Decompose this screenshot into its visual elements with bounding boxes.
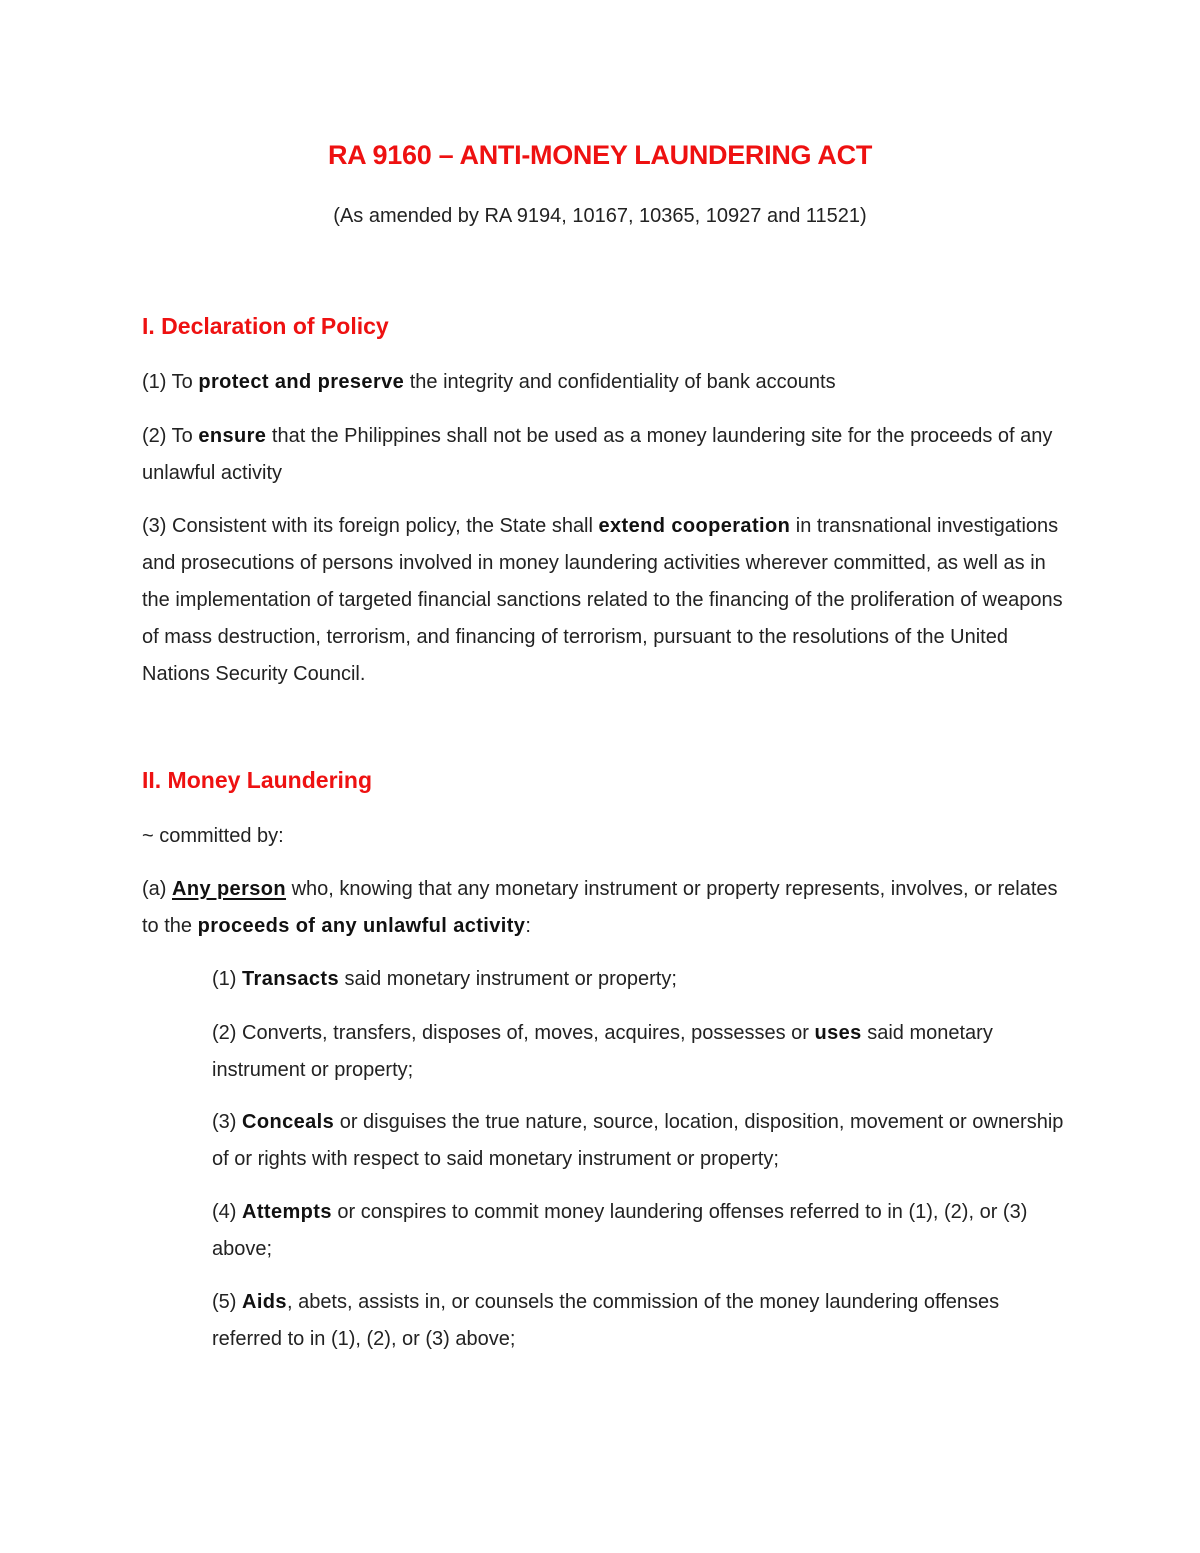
policy-paragraph-3: (3) Consistent with its foreign policy, the State shall extend cooperation in transnational investigations and prosecutions of persons involved in money laundering activities wherever committed, as well as in the implementation of targeted financial sanctions related to the financing of the proliferation of weapons of mass destruction, terrorism, and financing of terrorism, pursuant to the resolutions of the United Nations Security Council. [142, 515, 1063, 685]
policy-paragraph-1: (1) To protect and preserve the integrity and confidentiality of bank accounts [142, 371, 836, 393]
section-heading-money-laundering: II. Money Laundering [142, 767, 373, 793]
clause-item-3: (3) Conceals or disguises the true nature, source, location, disposition, movement or ownership of or rights with respect to said monetary instrument or property; [212, 1111, 1064, 1170]
section-heading-declaration-of-policy: I. Declaration of Policy [142, 313, 389, 339]
money-laundering-clause-a: (a) Any person who, knowing that any monetary instrument or property represents, involves, or relates to the proceeds of any unlawful activity: [142, 878, 1058, 937]
clause-item-1: (1) Transacts said monetary instrument or property; [212, 968, 677, 990]
document-title: RA 9160 – ANTI-MONEY LAUNDERING ACT [327, 140, 873, 170]
clause-item-4: (4) Attempts or conspires to commit money laundering offenses referred to in (1), (2), or (3) above; [212, 1201, 1028, 1260]
clause-item-5: (5) Aids, abets, assists in, or counsels the commission of the money laundering offenses referred to in (1), (2), or (3) above; [212, 1291, 1000, 1350]
committed-by-label: ~ committed by: [142, 825, 284, 847]
clause-item-2: (2) Converts, transfers, disposes of, moves, acquires, possesses or uses said monetary instrument or property; [212, 1022, 993, 1081]
document-subtitle: (As amended by RA 9194, 10167, 10365, 10927 and 11521) [333, 205, 867, 227]
policy-paragraph-2: (2) To ensure that the Philippines shall not be used as a money laundering site for the proceeds of any unlawful activity [142, 425, 1053, 484]
